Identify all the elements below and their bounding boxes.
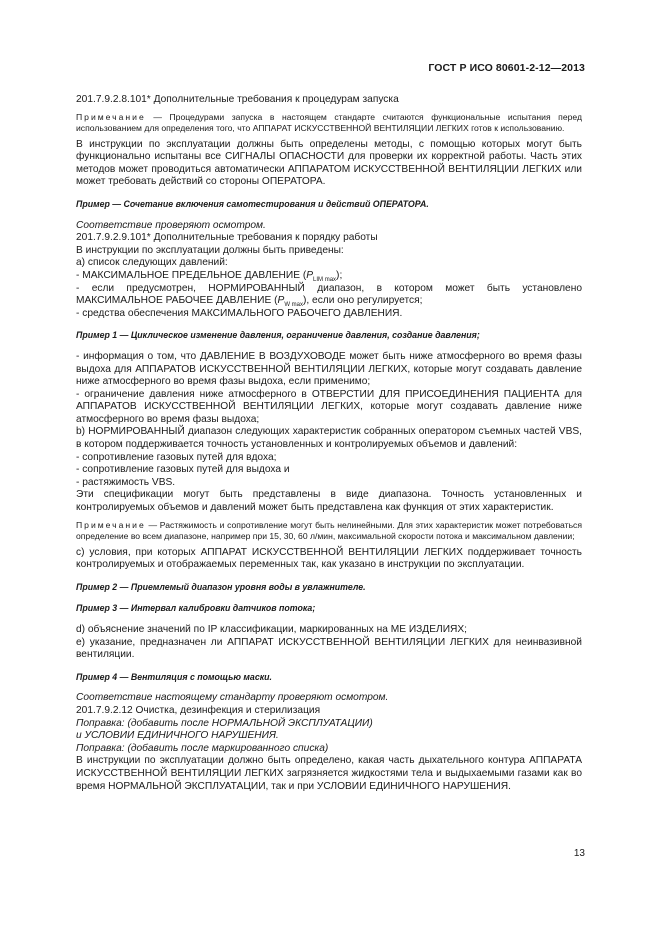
standard-header: ГОСТ Р ИСО 80601-2-12—2013 — [428, 62, 585, 74]
body-paragraph: В инструкции по эксплуатации должно быть определено, какая часть дыхательного контура АППАРАТА ИСКУССТВЕННОЙ ВЕНТИЛЯЦИИ ЛЕГКИХ загрязняется жидкостями тела и выдыхаемыми газами как во время НОРМАЛЬНОЙ ЭКСПЛУАТАЦИИ, так и при УСЛОВИИ ЕДИНИЧНОГО НАРУШЕНИЯ. — [76, 755, 582, 792]
list-item: с) условия, при которых АППАРАТ ИСКУССТВЕННОЙ ВЕНТИЛЯЦИИ ЛЕГКИХ поддерживает точность контролируемых и отображаемых переменных так, как указано в инструкции по эксплуатации. — [76, 546, 582, 571]
body-paragraph: В инструкции по эксплуатации должны быть определены методы, с помощью которых могут быть функционально испытаны все СИГНАЛЫ ОПАСНОСТИ для проверки их корректной работы. Часть этих методов может проводиться автоматически АППАРАТОМ ИСКУССТВЕННОЙ ВЕНТИЛЯЦИИ ЛЕГКИХ или может требовать действий со стороны ОПЕРАТОРА. — [76, 138, 582, 188]
list-item — [76, 270, 582, 283]
list-text: - МАКСИМАЛЬНОЕ ПРЕДЕЛЬНОЕ ДАВЛЕНИЕ ( — [76, 269, 307, 281]
list-item — [76, 283, 582, 308]
list-text: - если предусмотрен, НОРМИРОВАННЫЙ диапазон, в котором может быть установлено МАКСИМАЛЬНОЕ РАБОЧЕЕ ДАВЛЕНИЕ ( — [76, 282, 582, 307]
note-text: — Процедурами запуска в настоящем стандарте считаются функциональные испытания перед использованием для определения того, что АППАРАТ ИСКУССТВЕННОЙ ВЕНТИЛЯЦИИ ЛЕГКИХ готов к использованию. — [76, 111, 582, 133]
clause-heading: 201.7.9.2.8.101* Дополнительные требования к процедурам запуска — [76, 94, 399, 105]
compliance-line: Соответствие проверяют осмотром. — [76, 219, 266, 231]
list-item: - ограничение давления ниже атмосферного в ОТВЕРСТИИ ДЛЯ ПРИСОЕДИНЕНИЯ ПАЦИЕНТА для АППАРАТОВ ИСКУССТВЕННОЙ ВЕНТИЛЯЦИИ ЛЕГКИХ, которые могут создавать давление ниже атмосферного во время фазы выдоха; — [76, 388, 582, 425]
list-item: - сопротивление газовых путей для выдоха и — [76, 464, 290, 476]
list-text-end: ); — [336, 269, 343, 281]
note-label: Примечание — [76, 519, 146, 530]
symbol-p: P — [277, 295, 285, 307]
body-line: В инструкции по эксплуатации должны быть приведены: — [76, 244, 344, 256]
example-line: Пример 4 — Вентиляция с помощью маски. — [76, 671, 272, 682]
amendment-line: и УСЛОВИИ ЕДИНИЧНОГО НАРУШЕНИЯ. — [76, 730, 279, 742]
symbol-subscript: LIM max — [313, 276, 337, 283]
amendment-line: Поправка: (добавить после НОРМАЛЬНОЙ ЭКСПЛУАТАЦИИ) — [76, 717, 373, 729]
page-content — [76, 94, 582, 793]
amendment-line: Поправка: (добавить после маркированного списка) — [76, 742, 329, 754]
symbol-subscript: W max — [284, 302, 303, 309]
list-item: b) НОРМИРОВАННЫЙ диапазон следующих характеристик собранных оператором съемных частей VBS, в котором поддерживается точность установленных и контролируемых объемов и давлений: — [76, 426, 582, 451]
page-number: 13 — [573, 848, 585, 859]
clause-heading: 201.7.9.2.9.101* Дополнительные требования к порядку работы — [76, 232, 378, 244]
note-paragraph — [76, 520, 582, 542]
list-item: - растяжимость VBS. — [76, 476, 176, 488]
list-item: е) указание, предназначен ли АППАРАТ ИСКУССТВЕННОЙ ВЕНТИЛЯЦИИ ЛЕГКИХ для неинвазивной вентиляции. — [76, 636, 582, 661]
list-item: - средства обеспечения МАКСИМАЛЬНОГО РАБОЧЕГО ДАВЛЕНИЯ. — [76, 307, 403, 319]
list-text-end: ), если оно регулируется; — [302, 295, 423, 307]
note-label: Примечание — [76, 111, 146, 122]
symbol-p: P — [306, 269, 314, 281]
list-item: а) список следующих давлений: — [76, 257, 228, 269]
note-text: — Растяжимость и сопротивление могут быть нелинейными. Для этих характеристик может потребоваться определение во всем диапазоне, например при 15, 30, 60 л/мин, максимальной скорости потока и максимальном давлении; — [76, 519, 582, 541]
list-item: d) объяснение значений по IP классификации, маркированных на МЕ ИЗДЕЛИЯХ; — [76, 624, 467, 635]
list-item: - сопротивление газовых путей для вдоха; — [76, 451, 277, 463]
example-line: Пример 2 — Приемлемый диапазон уровня воды в увлажнителе. — [76, 581, 366, 592]
note-paragraph — [76, 112, 582, 134]
example-line: Пример 3 — Интервал калибровки датчиков потока; — [76, 603, 316, 614]
example-line: Пример — Сочетание включения самотестирования и действий ОПЕРАТОРА. — [76, 198, 429, 209]
compliance-line: Соответствие настоящему стандарту проверяют осмотром. — [76, 692, 389, 704]
example-line: Пример 1 — Циклическое изменение давления, ограничение давления, создание давления; — [76, 330, 480, 341]
body-paragraph: Эти спецификации могут быть представлены в виде диапазона. Точность установленных и контролируемых объемов и давлений может быть представлена как функция от этих характеристик. — [76, 489, 582, 514]
clause-heading: 201.7.9.2.12 Очистка, дезинфекция и стерилизация — [76, 704, 321, 716]
list-item: - информация о том, что ДАВЛЕНИЕ В ВОЗДУХОВОДЕ может быть ниже атмосферного во время фазы выдоха для АППАРАТОВ ИСКУССТВЕННОЙ ВЕНТИЛЯЦИИ ЛЕГКИХ, которые могут создавать давление ниже атмосферного во время фазы выдоха, если применимо; — [76, 350, 582, 388]
